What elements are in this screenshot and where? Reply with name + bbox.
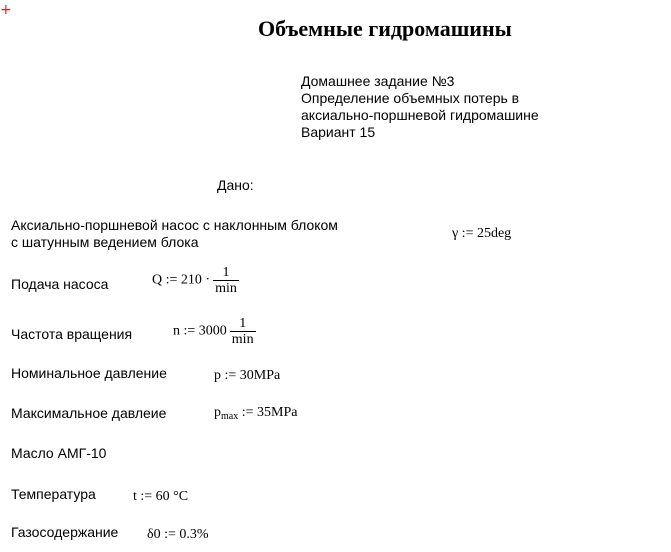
pmax-subscript: max [221,411,239,422]
flow-formula-lhs: Q := 210 · [152,272,211,288]
flow-fraction [213,265,239,296]
gas-formula: δ0 := 0.3% [147,527,209,542]
pmax-var: p [214,405,221,420]
speed-fraction-numerator: 1 [230,316,256,332]
speed-fraction [230,316,256,347]
flow-label: Подача насоса [11,276,109,292]
pump-description-line2: с шатунным ведением блока [11,234,199,250]
pmax-label: Максимальное давлеие [11,405,167,421]
oil-label: Масло АМГ-10 [11,445,107,461]
temperature-label: Температура [11,486,96,502]
page-title: Объемные гидромашины [258,16,512,41]
flow-formula [152,265,239,296]
assignment-header [301,73,539,141]
pmax-rhs: := 35MPa [238,405,298,420]
speed-label: Частота вращения [11,326,133,342]
temperature-formula: t := 60 °C [133,489,189,504]
speed-fraction-denominator: min [231,332,254,347]
insertion-marker-icon: + [0,2,12,18]
given-label: Дано: [217,177,254,193]
header-line-variant: Вариант 15 [301,124,376,140]
speed-formula-lhs: n := 3000 [173,323,227,339]
gamma-formula: γ := 25deg [452,226,512,241]
header-line-topic: Определение объемных потерь в [301,90,520,106]
header-line-machine: аксиально-поршневой гидромашине [301,107,539,123]
speed-formula [173,316,256,347]
pump-description-line1: Аксиально-поршневой насос с наклонным блоком [11,217,338,233]
gas-label: Газосодержание [11,524,119,540]
pressure-formula: p := 30MPa [214,368,281,383]
flow-fraction-numerator: 1 [213,265,239,281]
pmax-formula [214,405,297,421]
pump-description [11,217,338,251]
header-line-homework: Домашнее задание №3 [301,73,455,89]
pressure-label: Номинальное давление [11,365,167,381]
flow-fraction-denominator: min [215,281,237,296]
